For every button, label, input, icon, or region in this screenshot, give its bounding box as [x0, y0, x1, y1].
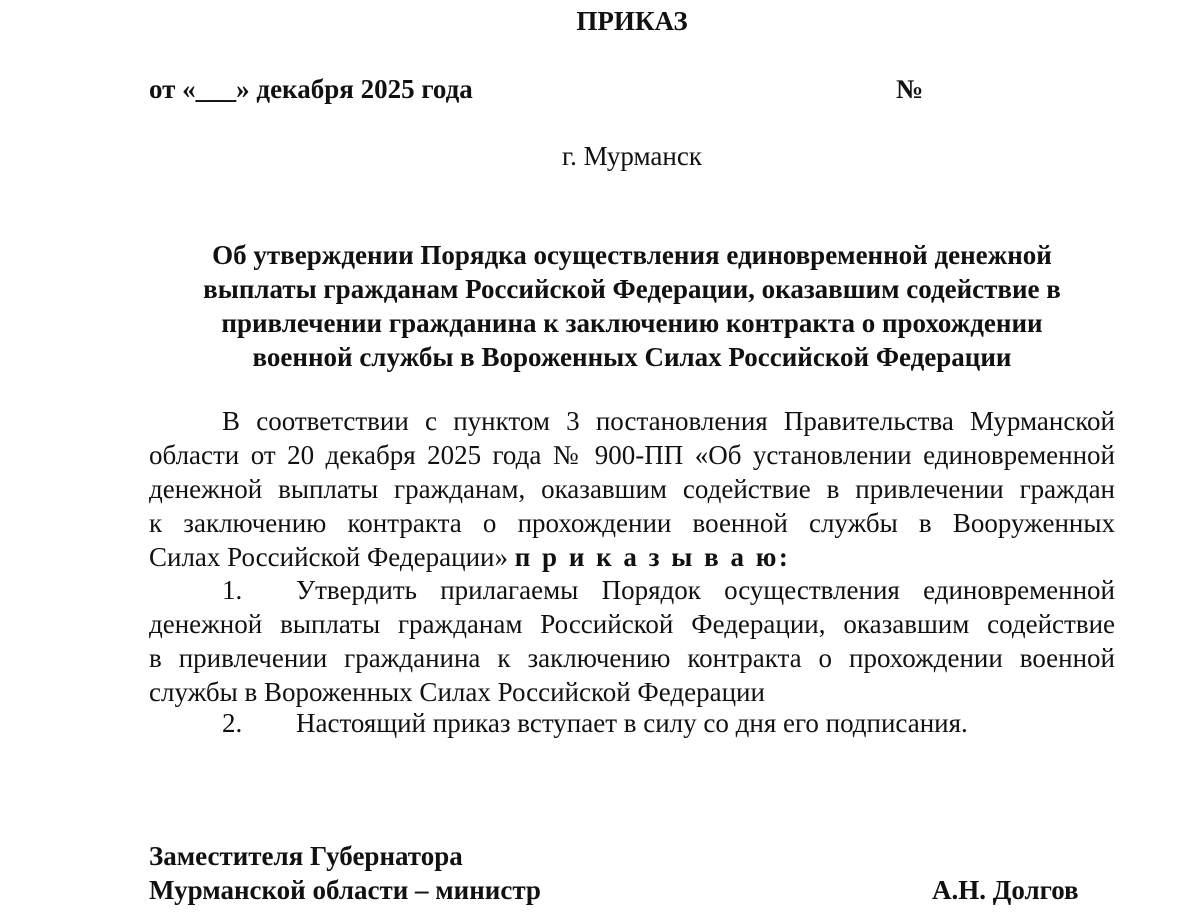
preamble-line-5	[149, 540, 790, 574]
signature-position-line-1: Заместителя Губернатора	[149, 841, 463, 871]
subject-line-4: военной службы в Вороженных Силах Российской Федерации	[252, 342, 1012, 372]
item-1-number: 1.	[222, 575, 243, 605]
preamble-line-3: денежной выплаты гражданам, оказавшим содействие в привлечении граждан	[149, 474, 1115, 504]
item-1-line-4: службы в Вороженных Силах Российской Федерации	[149, 677, 765, 707]
preamble-line-2: области от 20 декабря 2025 года № 900-ПП «Об установлении единовременной	[149, 440, 1115, 470]
item-1-line-1: Утвердить прилагаемы Порядок осуществления единовременной	[296, 575, 1115, 605]
preamble-line-4: к заключению контракта о прохождении военной службы в Вооруженных	[149, 508, 1115, 538]
subject-line-2: выплаты гражданам Российской Федерации, оказавшим содействие в	[203, 274, 1061, 304]
item-1-line-3: в привлечении гражданина к заключению контракта о прохождении военной	[149, 643, 1115, 673]
signature-position-line-2: Мурманской области – министр	[149, 875, 541, 905]
document-date: от «___» декабря 2025 года	[149, 74, 473, 104]
item-2-text: Настоящий приказ вступает в силу со дня его подписания.	[296, 708, 968, 738]
document-city: г. Мурманск	[562, 141, 702, 171]
order-word: п р и к а з ы в а ю:	[514, 542, 791, 572]
subject-line-3: привлечении гражданина к заключению контракта о прохождении	[221, 308, 1043, 338]
item-2-number: 2.	[222, 708, 243, 738]
signature-name: А.Н. Долгов	[932, 875, 1079, 905]
preamble-last: Силах Российской Федерации»	[149, 542, 508, 572]
item-1-line-2: денежной выплаты гражданам Российской Федерации, оказавшим содействие	[149, 609, 1115, 639]
preamble-line-1: В соответствии с пунктом 3 постановления Правительства Мурманской	[222, 406, 1115, 436]
document-title: ПРИКАЗ	[576, 6, 688, 36]
document-number-label: №	[896, 74, 924, 104]
subject-line-1: Об утверждении Порядка осуществления единовременной денежной	[212, 240, 1052, 270]
